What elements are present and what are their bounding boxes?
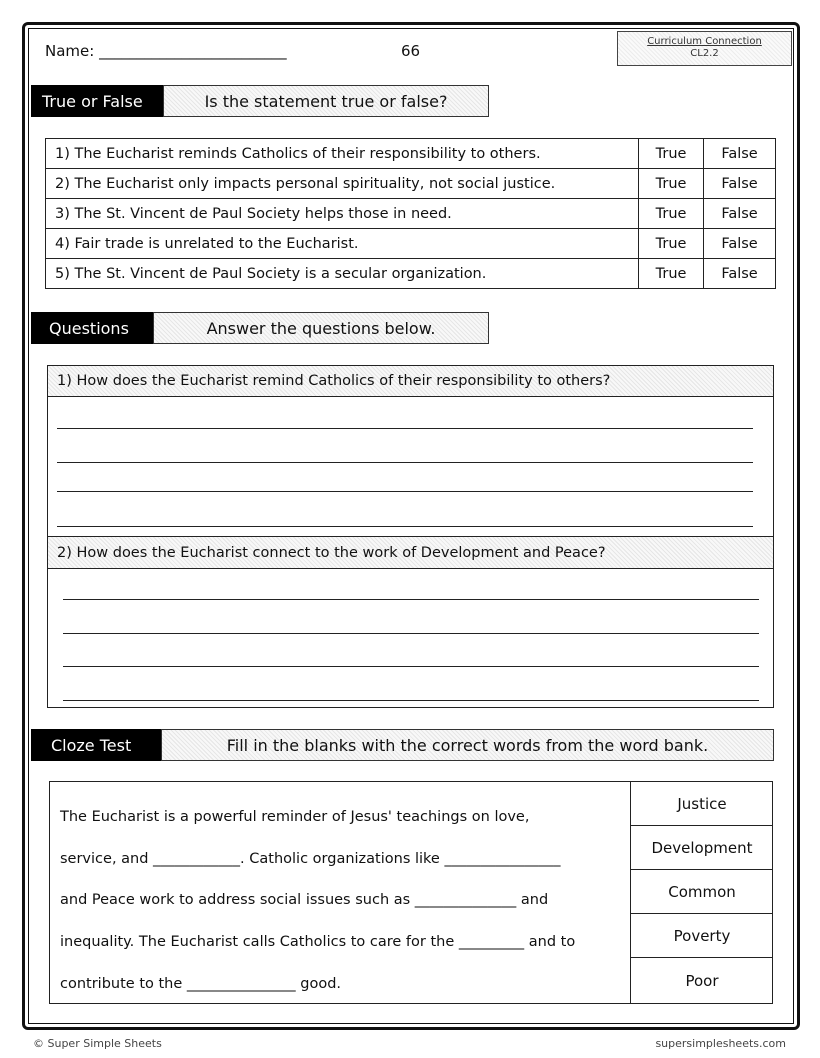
tf-statement: 5) The St. Vincent de Paul Society is a secular organization.	[46, 259, 639, 289]
answer-line[interactable]	[63, 666, 759, 667]
tf-statement: 3) The St. Vincent de Paul Society helps those in need.	[46, 199, 639, 229]
table-row	[46, 259, 776, 289]
word-bank	[630, 782, 773, 1003]
word-bank-item: Poverty	[631, 914, 773, 958]
true-false-instruction: Is the statement true or false?	[163, 85, 489, 117]
table-row	[46, 139, 776, 169]
answer-line[interactable]	[57, 526, 753, 527]
cloze-label: Cloze Test	[31, 729, 161, 761]
word-bank-item: Development	[631, 826, 773, 870]
tf-statement: 4) Fair trade is unrelated to the Eucharist.	[46, 229, 639, 259]
footer-website[interactable]: supersimplesheets.com	[655, 1037, 786, 1050]
curriculum-code: CL2.2	[690, 48, 719, 59]
curriculum-connection-box	[617, 31, 792, 66]
table-row	[46, 169, 776, 199]
false-option[interactable]: False	[704, 199, 776, 229]
page-number: 66	[401, 42, 421, 60]
word-bank-item: Poor	[685, 971, 719, 990]
false-option[interactable]: False	[704, 229, 776, 259]
answer-line[interactable]	[57, 462, 753, 463]
false-option[interactable]: False	[704, 169, 776, 199]
cloze-box	[49, 781, 773, 1004]
answer-line[interactable]	[57, 428, 753, 429]
name-field[interactable]: Name: _________________________	[45, 42, 287, 60]
curriculum-connection-title: Curriculum Connection	[647, 36, 762, 47]
question-2-text: 2) How does the Eucharist connect to the work of Development and Peace?	[48, 537, 773, 569]
true-option[interactable]: True	[639, 169, 704, 199]
answer-line[interactable]	[63, 700, 759, 701]
question-1-text: 1) How does the Eucharist remind Catholics of their responsibility to others?	[48, 366, 773, 397]
cloze-line[interactable]: service, and ____________. Catholic organizations like ________________	[60, 851, 561, 867]
cloze-instruction: Fill in the blanks with the correct words from the word bank.	[161, 729, 774, 761]
word-bank-item: Justice	[631, 782, 773, 826]
tf-statement: 1) The Eucharist reminds Catholics of their responsibility to others.	[46, 139, 639, 169]
table-row	[46, 199, 776, 229]
true-option[interactable]: True	[639, 229, 704, 259]
true-option[interactable]: True	[639, 199, 704, 229]
cloze-line: The Eucharist is a powerful reminder of Jesus' teachings on love,	[60, 809, 530, 825]
answer-line[interactable]	[63, 599, 759, 600]
table-row	[46, 229, 776, 259]
true-false-table	[45, 138, 776, 289]
cloze-line[interactable]: and Peace work to address social issues such as ______________ and	[60, 892, 549, 908]
questions-label: Questions	[31, 312, 153, 344]
false-option[interactable]: False	[704, 139, 776, 169]
questions-header	[31, 312, 489, 344]
false-option[interactable]: False	[704, 259, 776, 289]
true-false-header	[31, 85, 489, 117]
question-1-box	[47, 365, 774, 537]
cloze-header	[31, 729, 774, 761]
tf-statement: 2) The Eucharist only impacts personal spirituality, not social justice.	[46, 169, 639, 199]
question-2-box	[47, 536, 774, 708]
questions-instruction: Answer the questions below.	[153, 312, 489, 344]
cloze-line[interactable]: inequality. The Eucharist calls Catholics to care for the _________ and to	[60, 934, 576, 950]
true-false-label: True or False	[31, 85, 163, 117]
answer-line[interactable]	[57, 491, 753, 492]
cloze-line[interactable]: contribute to the _______________ good.	[60, 976, 342, 992]
true-option[interactable]: True	[639, 139, 704, 169]
footer-copyright: © Super Simple Sheets	[33, 1037, 162, 1050]
answer-line[interactable]	[63, 633, 759, 634]
true-option[interactable]: True	[639, 259, 704, 289]
word-bank-item: Common	[631, 870, 773, 914]
